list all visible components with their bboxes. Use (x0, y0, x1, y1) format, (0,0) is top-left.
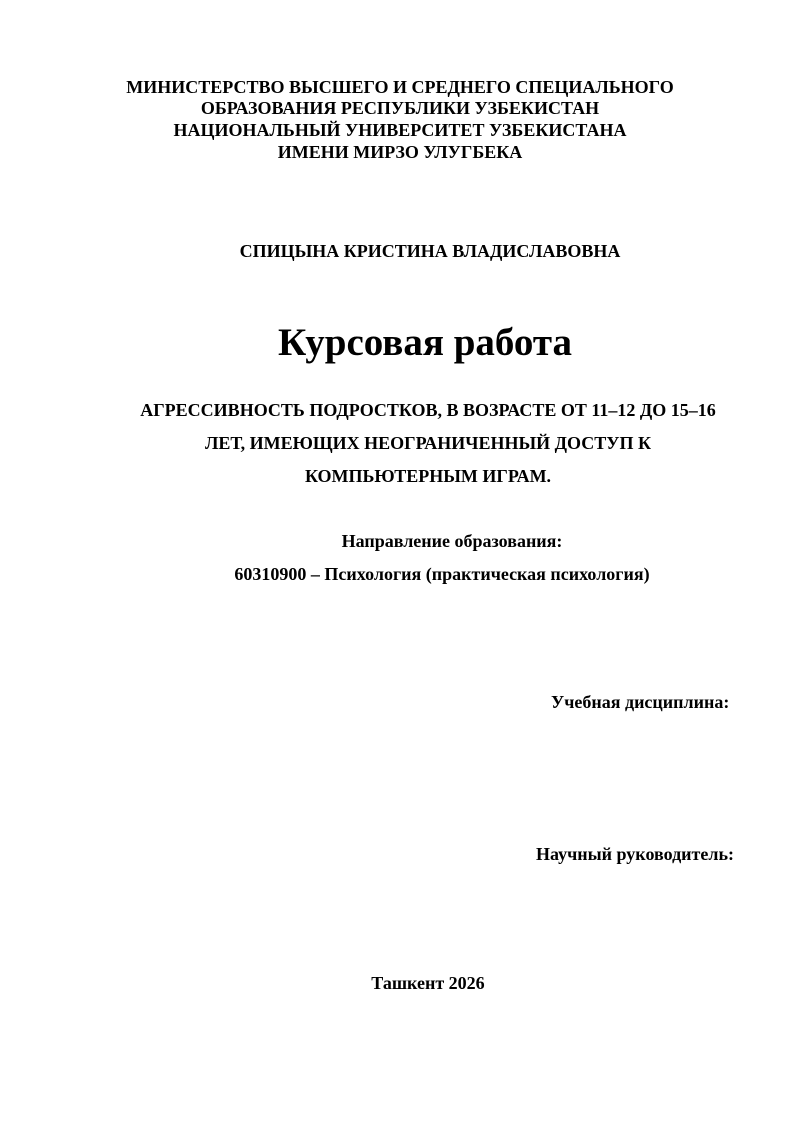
ministry-line-2: ОБРАЗОВАНИЯ РЕСПУБЛИКИ УЗБЕКИСТАН (200, 98, 600, 118)
supervisor-label: Научный руководитель: (536, 844, 734, 864)
author-name: СПИЦЫНА КРИСТИНА ВЛАДИСЛАВОВНА (239, 241, 621, 261)
city-year: Ташкент 2026 (371, 973, 485, 993)
university-line-2: ИМЕНИ МИРЗО УЛУГБЕКА (277, 142, 523, 162)
topic-line-3: КОМПЬЮТЕРНЫМ ИГРАМ. (304, 466, 552, 486)
direction-label: Направление образования: (341, 531, 563, 551)
university-line-1: НАЦИОНАЛЬНЫЙ УНИВЕРСИТЕТ УЗБЕКИСТАНА (173, 120, 627, 140)
topic-line-1: АГРЕССИВНОСТЬ ПОДРОСТКОВ, В ВОЗРАСТЕ ОТ 11–12 ДО 15–16 (140, 400, 716, 420)
document-type-title: Курсовая работа (277, 321, 573, 364)
direction-value: 60310900 – Психология (практическая психология) (234, 564, 650, 584)
discipline-label: Учебная дисциплина: (551, 692, 730, 712)
topic-line-2: ЛЕТ, ИМЕЮЩИХ НЕОГРАНИЧЕННЫЙ ДОСТУП К (204, 433, 652, 453)
ministry-line-1: МИНИСТЕРСТВО ВЫСШЕГО И СРЕДНЕГО СПЕЦИАЛЬНОГО (126, 77, 674, 97)
